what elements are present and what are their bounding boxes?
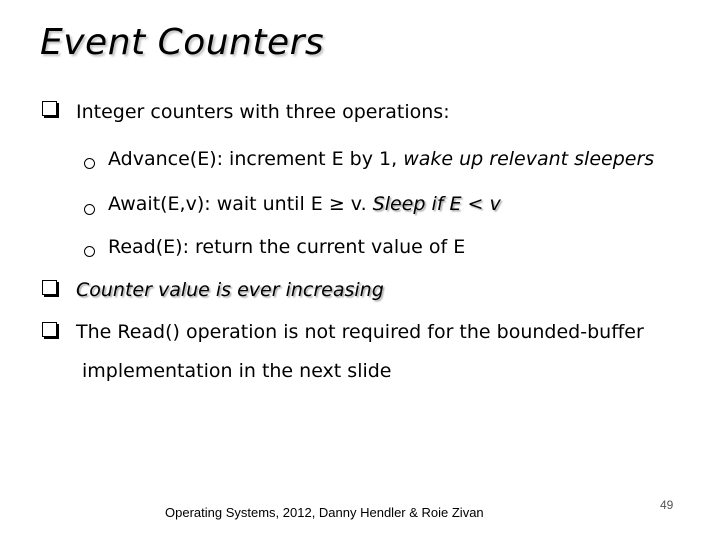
bullet-integer-counters: Integer counters with three operations:	[76, 101, 450, 123]
advance-text: Advance(E): increment E by 1,	[108, 148, 398, 170]
bullet-counter-value: Counter value is ever increasing	[76, 279, 384, 301]
slide-title: Event Counters	[40, 22, 325, 63]
await-italic-text: Sleep if E < v	[372, 193, 501, 215]
circle-bullet-icon	[84, 158, 95, 169]
slide-footer: Operating Systems, 2012, Danny Hendler & Roie Zivan	[165, 505, 484, 520]
circle-bullet-icon	[84, 246, 95, 257]
checkbox-bullet-icon	[42, 322, 57, 337]
advance-italic-text: wake up relevant sleepers	[403, 148, 655, 170]
circle-bullet-icon	[84, 204, 95, 215]
page-number: 49	[660, 498, 674, 512]
await-text-2: v.	[350, 193, 367, 215]
sub-bullet-read: Read(E): return the current value of E	[108, 236, 466, 258]
bullet-read-operation-line2: implementation in the next slide	[82, 360, 392, 382]
geq-symbol: ≥	[328, 193, 345, 215]
checkbox-bullet-icon	[42, 101, 57, 116]
bullet-read-operation-line1: The Read() operation is not required for the bounded-buffer	[76, 321, 644, 343]
checkbox-bullet-icon	[42, 280, 57, 295]
sub-bullet-advance	[108, 148, 654, 170]
await-text: Await(E,v): wait until E	[108, 193, 323, 215]
sub-bullet-await	[108, 193, 501, 215]
